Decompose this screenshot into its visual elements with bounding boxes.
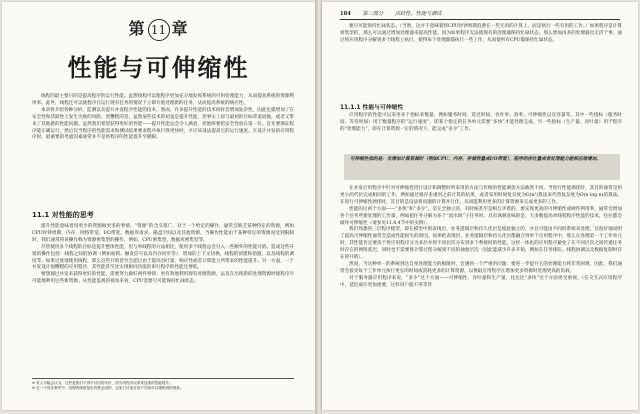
callout-text: 可伸缩性指的是：当增加计算资源时（例如CPU、内存、存储容量或I/O带宽），程序的吞吐量或者处理能力能相应地增加。	[350, 157, 601, 162]
paragraph: 对于服务器应用程序来说，“多少”这个方面——可伸缩性、吞吐量和生产量，往往比“多快”这个方面更受重视。（在交互式应用程序中，延迟或许更加重要，这样用户就不用等待	[340, 275, 622, 288]
paragraph: 性能的这两个方面——“多快”和“多少”，是完全独立的，有时候甚至是相互矛盾的。要实现更高的可伸缩性或硬件利用率，通常会增加各个任务所要处理的工作量，例如把任务分解为多个“流水线”子任务时。具有讽刺意味的是，大多数提高单线程程序性能的技术，往往都会破坏可伸缩性（请参见11.4.4节中的实例）。	[340, 206, 622, 226]
paragraph: 我们熟悉的三层程序模型，即在模型中的表现层、业务逻辑层和持久化层是彼此独立的，并且可能由不同的系统来处理，这很好地说明了提高可伸缩性通常会造成性能损失的原因。如果把表现层、业务逻辑层和持久化层都融合到单个应用程序中，那么在处理第一个工作单元时，其性能肯定要高于将应用程序分为多层并将不同层次分布到多个系统时的性能。这样一体化的应用程序避免了在不同层次之间传递任务时存在的网络延迟，同时也不需要将计算过程分解到不同的抽象层次（因此能减少许多开销，例如在任务排队、线程协调以及数据复制时存在的开销）。	[340, 227, 622, 261]
subsection-text	[340, 113, 622, 134]
section-text	[32, 224, 294, 286]
top-text	[340, 24, 622, 45]
chapter-heading	[2, 16, 315, 41]
paragraph: 要想通过并发来获得更好的性能，需要努力做好两件事情：更有效地利用现有处理资源，以及在出现新的处理资源时使程序尽可能地利用这些新资源。从性能监视的视角来看，CPU需要尽可能保持忙碌状态。	[32, 272, 294, 285]
running-header	[340, 10, 620, 20]
chapter-number-badge: 11	[148, 19, 170, 41]
page-number: 184	[340, 11, 351, 17]
paragraph: 提升性能意味着用更少的资源做更多的事情。“资源”的含义很广。对于一个给定的操作，通常会缺乏某种特定的资源，例如CPU时钟周期、内存、网络带宽、I/O带宽、数据库请求、磁盘空间以及其他资源。当操作性能由于某种特定的资源而受到限制时，我们通常将该操作称为资源密集型的操作，例如，CPU密集型、数据库密集型等。	[32, 224, 294, 243]
subsection-heading: 11.1.1 性能与可伸缩性	[340, 105, 404, 111]
book-gutter	[315, 0, 322, 414]
paragraph: 要尽可能保持忙碌状态。（当然，这并不意味着将CPU时钟周期浪费在一些无用的计算上，而是执行一些有用的工作。）如果程序是计算密集型的，那么可以通过增加处理器来提高性能。因为如果程序无法使现有的处理器保持忙碌状态，那么增加再多的处理器也无济于事。通过将应用程序分解到多个线程上执行，使得每个处理器都执行一些工作，从而使所有CPU都保持忙碌状态。	[340, 24, 622, 43]
footnotes	[32, 378, 294, 391]
left-page	[2, 2, 315, 410]
footnote: ⊖ 有人可能会认为，这些是我们不得不付出的代价，因为线程可以带来显著的性能提升。	[32, 381, 173, 385]
definition-callout	[344, 154, 620, 180]
bottom-text	[340, 186, 622, 290]
running-title: 活跃性、性能与测试	[394, 11, 442, 17]
paragraph: 然而，当这种单一的系统到达自身处理能力的极限时，会遇到一个严重的问题：要进一步提升它的处理能力将非常困难。因此，我们通常会接受每个工作单元执行更长的时间或消耗更多的计算资源，以换取应用程序在增加更多资源时处理更高的负载。	[340, 261, 622, 274]
running-part: 第三部分	[362, 11, 384, 17]
footnote: ⊖ 在一个同步事件中，线程的调度是由内核完成的，这里只讨论在用户空间可以观察到的现象。	[32, 386, 184, 391]
section-heading: 11.1 对性能的思考	[32, 211, 94, 219]
chapter-label-post: 章	[171, 19, 189, 38]
chapter-title: 性能与可伸缩性	[67, 54, 250, 82]
chapter-label-pre: 第	[128, 19, 146, 38]
paragraph: 在并发应用程序中针对可伸缩性进行设计和调整时所采用的方法与传统的性能调优方法截然不同。当进行性能调优时，其目的通常是用更小的代价完成相同的工作，例如通过缓存来重用之前计算的结果，或者采用时间复杂度为O(n²)算法来代替复杂度为O(n log n)的算法。在进行可伸缩性调优时，其目的是设法将问题的计算并行化，从而能利用更多的计算资源来完成更多的工作。	[340, 186, 622, 205]
paragraph: 本章将介绍各种分析、监测以及提升并发程序性能的技术。然而，许多提升性能的技术同样会增加复杂性，因此也就增加了在安全性和活跃性上发生失败的风险。更糟糕的是，虽然某些技术的初衷是提升性能，但事实上却与最初的目标背道而驰，或者又带来了其他新的性能问题。虽然我们希望获得更好的性能——提升性能总会令人满意，但始终要把安全性放在第一位。首先要保证程序能正确运行，然后仅当程序的性能需求和测试结果要求程序执行得更快时，才应该设法提高它的运行速度。在设计并发的应用程序时，最重要的考虑因素通常并不是将程序的性能提升至极限。	[32, 107, 294, 141]
right-page	[322, 2, 638, 410]
paragraph: 尽管使用多个线程的目标是提升整体性能，但与单线程的方法相比，使用多个线程总会引入一些额外的性能开销。造成这些开销的操作包括：线程之间的协调（例如加锁、触发信号以及内存同步等），增加的上下文切换，线程的创建和销毁，以及线程的调度等。如果过度地使用线程，那么这些开销甚至会超过由于提高吞吐量、响应性或者计算能力所带来的性能提升。另一方面，一个并发设计很糟糕的应用程序，其性能甚至比实现相同功能的串行程序的性能还要低。	[32, 244, 294, 271]
paragraph: 应用程序的性能可以采用多个指标来衡量，例如服务时间、延迟时间、吞吐率、效率、可伸缩性以及容量等。其中一些指标（服务时间、等待时间）用于衡量程序的“运行速度”，即某个指定的任务单元需要“多快”才能处理完成。另一些指标（生产量、吞吐量）用于程序的“处理能力”，即在计算资源一定的情况下，能完成“多少”工作。	[340, 113, 622, 132]
intro-text	[32, 94, 294, 142]
paragraph: 线程的最主要目的是提高程序的运行性能。虽然线程可以使程序更加充分地发挥系统的可用处理能力，从而提高系统的资源利用率。此外，线程还可以使程序在运行现有任务的情况下立即开始处理新的任务，从而提高系统的响应性。	[32, 94, 294, 106]
